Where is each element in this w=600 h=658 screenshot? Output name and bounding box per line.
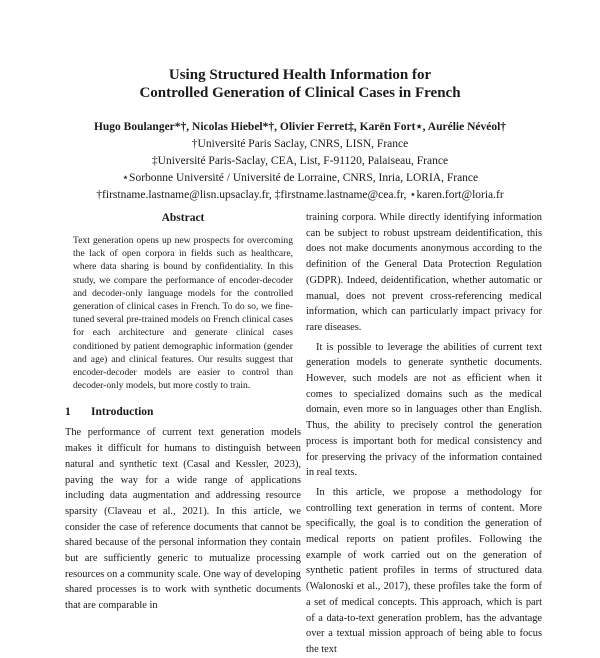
- paper-title: [0, 66, 600, 102]
- affiliation-2: ‡Université Paris-Saclay, CEA, List, F-91120, Palaiseau, France: [151, 155, 449, 167]
- author-block: [0, 119, 600, 204]
- affiliation-3: ⋆Sorbonne Université / Université de Lorraine, CNRS, Inria, LORIA, France: [121, 172, 479, 184]
- section-number: 1: [65, 406, 71, 419]
- right-column: [306, 210, 542, 658]
- right-paragraph-1: training corpora. While directly identifying information can be subject to robust upstream deidentification, this does not make documents anonymous according to the definition of the General Data Protection Regulation (GDPR). Indeed, deidentification, whether automatic or manual, does not prevent cross-referencing medical information, which can particularly impact privacy for rare diseases.: [306, 212, 542, 333]
- section-heading-introduction: [65, 404, 301, 420]
- title-line-1: Using Structured Health Information for: [168, 67, 432, 83]
- right-paragraph-2: It is possible to leverage the abilities of current text generation models to generate synthetic documents. However, such models are not as efficient when it comes to specialized domains such as the medical domain, even more so in languages other than English. Thus, the ability to precisely control the generation process is important both for medical consistency and for preserving the privacy of the information contained in real texts.: [306, 341, 542, 479]
- author-names: Hugo Boulanger*†, Nicolas Hiebel*†, Olivier Ferret‡, Karën Fort⋆, Aurélie Névéol†: [93, 121, 507, 133]
- left-column: [65, 210, 301, 614]
- affiliation-1: †Université Paris Saclay, CNRS, LISN, France: [191, 138, 409, 150]
- abstract-text: Text generation opens up new prospects for overcoming the lack of open corpora in fields such as healthcare, where data sharing is bound by confidentiality. In this study, we compare the performance of encoder-decoder and decoder-only language models for the controlled generation of clinical cases in French. To do so, we fine-tuned several pre-trained models on French clinical cases for each architecture and generate clinical cases conditioned by patient demographic information (gender and age) and clinical features. Our results suggest that encoder-decoder models are easier to control than decoder-only models, but more costly to train.: [73, 235, 293, 392]
- abstract-heading: Abstract: [161, 212, 205, 224]
- title-line-2: Controlled Generation of Clinical Cases in French: [139, 85, 461, 101]
- author-emails: †firstname.lastname@lisn.upsaclay.fr, ‡firstname.lastname@cea.fr, ⋆karen.fort@loria.fr: [96, 189, 504, 201]
- right-paragraph-3: In this article, we propose a methodology for controlling text generation in terms of content. More specifically, the goal is to condition the generation of medical reports on patient profiles. Following the example of work carried out on the generation of synthetic patient profiles in terms of structured data (Walonoski et al., 2017), these profiles take the form of a set of medical concepts. This approach, which is part of a data-to-text generation problem, has the advantage over a textual mission approach of being able to focus the text: [306, 486, 542, 655]
- intro-paragraph-1: The performance of current text generation models makes it difficult for humans to distinguish between natural and synthetic text (Casal and Kessler, 2023), paving the way for a wide range of applications including data augmentation and addressing resource sparsity (Claveau et al., 2021). In this article, we consider the case of reference documents that cannot be shared because of the personal information they contain but are sufficiently generic to mutualize processing resources on a community scale. One way of developing shared processes is to work with synthetic documents that are comparable in: [65, 427, 301, 612]
- section-title: Introduction: [91, 406, 154, 419]
